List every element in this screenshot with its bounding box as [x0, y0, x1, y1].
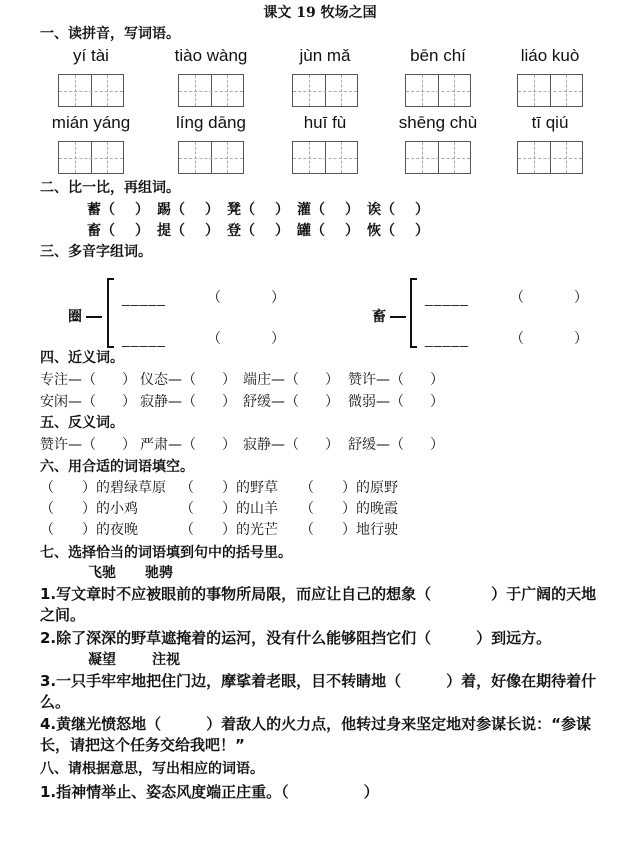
page-title: 课文 19 牧场之国	[263, 5, 377, 21]
fill-item	[300, 521, 398, 539]
pinyin-label: huī fù	[303, 113, 347, 132]
char: 提	[157, 223, 171, 239]
word-pair	[348, 393, 444, 411]
section-5-heading: 五、反义词。	[40, 415, 124, 431]
answer-blank[interactable]: （ ）	[300, 522, 356, 538]
section-2-heading: 二、比一比，再组词。	[40, 180, 180, 196]
answer-blank[interactable]: （ ）	[101, 202, 149, 218]
answer-slot	[207, 330, 285, 348]
word-pair	[140, 371, 236, 389]
compare-item	[227, 201, 289, 219]
phrase: 的夜晚	[96, 522, 138, 538]
grid-guide	[406, 91, 470, 92]
answer-blank[interactable]: —（ ）	[376, 437, 444, 453]
question-2: 2.除了深深的野草遮掩着的运河，没有什么能够阻挡它们（ ）到远方。	[40, 629, 552, 647]
answer-blank[interactable]: （ ）	[101, 223, 149, 239]
fill-item	[300, 500, 398, 518]
word-pair	[243, 436, 339, 454]
compare-item	[227, 222, 289, 240]
compare-item	[297, 222, 359, 240]
word-choice-1a: 飞驰	[88, 565, 116, 581]
word-pair	[40, 436, 136, 454]
compare-item	[157, 201, 219, 219]
pinyin-label: liáo kuò	[520, 46, 580, 65]
phrase: 地行驶	[356, 522, 398, 538]
writing-box[interactable]	[405, 74, 471, 107]
phrase: 的野草	[236, 480, 278, 496]
word: 专注	[40, 372, 68, 388]
grid-guide	[293, 91, 357, 92]
answer-blank[interactable]: （ ）	[311, 202, 359, 218]
section-3-heading: 三、多音字组词。	[40, 244, 152, 260]
word: 安闲	[40, 394, 68, 410]
answer-blank[interactable]: —（ ）	[271, 394, 339, 410]
question-3: 3.一只手牢牢地把住门边，摩挲着老眼，目不转睛地（ ）着，好像在期待着什么。	[40, 672, 597, 711]
pinyin-blank[interactable]: _____	[122, 331, 166, 347]
compare-item	[367, 201, 429, 219]
answer-blank[interactable]: —（ ）	[168, 394, 236, 410]
pinyin-blank[interactable]: _____	[122, 290, 166, 306]
fill-item	[40, 500, 138, 518]
word-pair	[40, 371, 136, 389]
word-pair	[348, 436, 444, 454]
grid-guide	[179, 158, 243, 159]
bracket-stem	[86, 316, 102, 318]
question-1: 1.写文章时不应被眼前的事物所局限，而应让自己的想象（ ）于广阔的天地之间。	[40, 585, 597, 624]
word: 舒缓	[243, 394, 271, 410]
answer-slot	[510, 289, 588, 307]
writing-box[interactable]	[58, 141, 124, 174]
polyphone-char: 圈	[68, 309, 82, 325]
grid-guide	[518, 91, 582, 92]
question-8-1: 1.指神情举止、姿态风度端正庄重。（ ）	[40, 783, 379, 801]
phrase: 的原野	[356, 480, 398, 496]
answer-blank[interactable]: （ ）	[180, 522, 236, 538]
fill-item	[40, 521, 138, 539]
answer-blank[interactable]: （ ）	[510, 290, 588, 306]
word-choice-1b: 驰骋	[145, 565, 173, 581]
question-4: 4.黄继光愤怒地（ ）着敌人的火力点，他转过身来坚定地对参谋长说：“参谋长，请把这个任务交给我吧！”	[40, 715, 591, 754]
writing-box[interactable]	[405, 141, 471, 174]
word-choice-2b: 注视	[152, 652, 180, 668]
char: 凳	[227, 202, 241, 218]
answer-blank[interactable]: —（ ）	[68, 394, 136, 410]
word: 赞许	[40, 437, 68, 453]
answer-blank[interactable]: （ ）	[300, 501, 356, 517]
answer-blank[interactable]: —（ ）	[271, 437, 339, 453]
pinyin-blank[interactable]: _____	[425, 290, 469, 306]
answer-blank[interactable]: —（ ）	[68, 372, 136, 388]
writing-box[interactable]	[292, 74, 358, 107]
answer-blank[interactable]: —（ ）	[376, 394, 444, 410]
pinyin-label: shēng chù	[398, 113, 478, 132]
word: 微弱	[348, 394, 376, 410]
answer-blank[interactable]: （ ）	[381, 202, 429, 218]
compare-item	[157, 222, 219, 240]
writing-box[interactable]	[178, 141, 244, 174]
section-1-heading: 一、读拼音，写词语。	[40, 26, 180, 42]
char: 踢	[157, 202, 171, 218]
answer-blank[interactable]: （ ）	[207, 331, 285, 347]
char: 登	[227, 223, 241, 239]
answer-blank[interactable]: （ ）	[171, 223, 219, 239]
answer-blank[interactable]: —（ ）	[168, 372, 236, 388]
pinyin-label: bēn chí	[410, 46, 466, 65]
writing-box[interactable]	[58, 74, 124, 107]
bracket	[410, 278, 417, 348]
word-pair	[140, 436, 236, 454]
word-pair	[40, 393, 136, 411]
answer-blank[interactable]: —（ ）	[271, 372, 339, 388]
answer-blank[interactable]: （ ）	[300, 480, 356, 496]
fill-item	[180, 521, 278, 539]
writing-box[interactable]	[517, 141, 583, 174]
answer-blank[interactable]: （ ）	[40, 480, 96, 496]
grid-guide	[59, 158, 123, 159]
answer-blank[interactable]: （ ）	[40, 522, 96, 538]
answer-blank[interactable]: （ ）	[40, 501, 96, 517]
word: 端庄	[243, 372, 271, 388]
section-8-heading: 八、请根据意思，写出相应的词语。	[40, 761, 264, 777]
word-pair	[243, 393, 339, 411]
answer-blank[interactable]: —（ ）	[376, 372, 444, 388]
section-7-heading: 七、选择恰当的词语填到句中的括号里。	[40, 545, 292, 561]
fill-item	[180, 479, 278, 497]
pinyin-blank[interactable]: _____	[425, 331, 469, 347]
char: 蓄	[87, 202, 101, 218]
answer-blank[interactable]: （ ）	[311, 223, 359, 239]
section-4-heading: 四、近义词。	[40, 350, 124, 366]
answer-blank[interactable]: （ ）	[180, 480, 236, 496]
compare-item	[297, 201, 359, 219]
writing-box[interactable]	[292, 141, 358, 174]
grid-guide	[406, 158, 470, 159]
compare-item	[87, 222, 149, 240]
char: 罐	[297, 223, 311, 239]
pinyin-label: líng dāng	[176, 113, 246, 132]
pinyin-label: tiào wàng	[174, 46, 248, 65]
word-choice-2a: 凝望	[88, 652, 116, 668]
phrase: 的晚霞	[356, 501, 398, 517]
fill-item	[180, 500, 278, 518]
word-pair	[243, 371, 339, 389]
phrase: 的山羊	[236, 501, 278, 517]
section-6-heading: 六、用合适的词语填空。	[40, 459, 194, 475]
phrase: 的碧绿草原	[96, 480, 166, 496]
answer-slot	[207, 289, 285, 307]
phrase: 的小鸡	[96, 501, 138, 517]
answer-blank[interactable]: （ ）	[171, 202, 219, 218]
char: 畜	[87, 223, 101, 239]
answer-blank[interactable]: （ ）	[241, 223, 289, 239]
word: 寂静	[140, 394, 168, 410]
bracket	[107, 278, 114, 348]
char: 恢	[367, 223, 381, 239]
bracket-stem	[390, 316, 406, 318]
answer-blank[interactable]: （ ）	[510, 331, 588, 347]
grid-guide	[179, 91, 243, 92]
answer-blank[interactable]: —（ ）	[68, 437, 136, 453]
polyphone-char: 畜	[372, 309, 386, 325]
fill-item	[300, 479, 398, 497]
word: 严肃	[140, 437, 168, 453]
grid-guide	[518, 158, 582, 159]
grid-guide	[59, 91, 123, 92]
pinyin-label: tī qiú	[531, 113, 569, 132]
word: 仪态	[140, 372, 168, 388]
char: 诶	[367, 202, 381, 218]
compare-item	[367, 222, 429, 240]
word-pair	[348, 371, 444, 389]
compare-item	[87, 201, 149, 219]
phrase: 的光芒	[236, 522, 278, 538]
answer-blank[interactable]: （ ）	[207, 290, 285, 306]
word-pair	[140, 393, 236, 411]
answer-blank[interactable]: —（ ）	[168, 437, 236, 453]
fill-item	[40, 479, 166, 497]
word: 寂静	[243, 437, 271, 453]
pinyin-label: jùn mǎ	[299, 46, 351, 65]
word: 舒缓	[348, 437, 376, 453]
pinyin-label: mián yáng	[51, 113, 131, 132]
answer-slot	[510, 330, 588, 348]
char: 灌	[297, 202, 311, 218]
grid-guide	[293, 158, 357, 159]
writing-box[interactable]	[517, 74, 583, 107]
answer-blank[interactable]: （ ）	[241, 202, 289, 218]
answer-blank[interactable]: （ ）	[381, 223, 429, 239]
pinyin-label: yí tài	[73, 46, 109, 65]
answer-blank[interactable]: （ ）	[180, 501, 236, 517]
word: 赞许	[348, 372, 376, 388]
writing-box[interactable]	[178, 74, 244, 107]
